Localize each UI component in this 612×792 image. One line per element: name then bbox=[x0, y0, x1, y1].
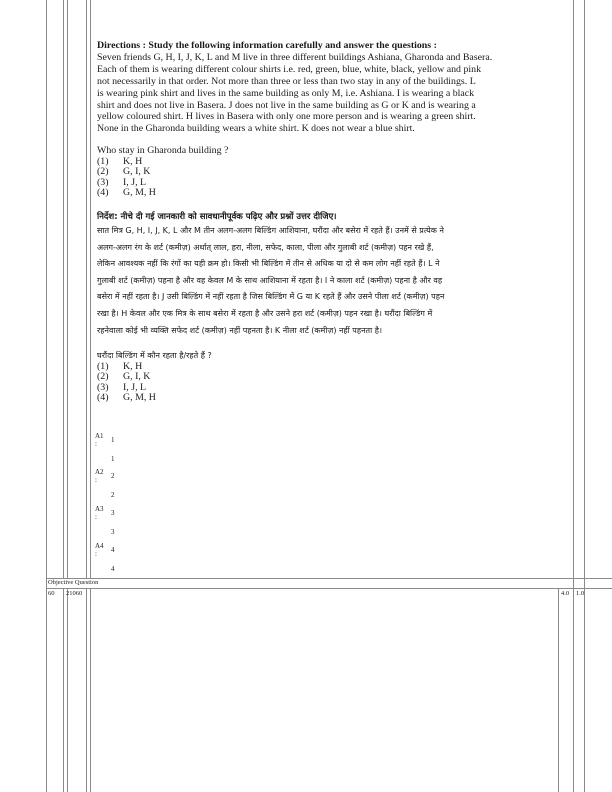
table-border-inner-4 bbox=[90, 0, 91, 578]
table-border-right-1 bbox=[573, 0, 574, 792]
passage-en bbox=[97, 52, 567, 135]
table-border-lower-1 bbox=[63, 588, 64, 792]
table-border-inner-3 bbox=[86, 0, 87, 578]
table-border-lower-5 bbox=[558, 588, 559, 792]
passage-hi-line: अलग-अलग रंग के शर्ट (कमीज़) अर्थात् लाल, हरा, नीला, सफेद, काला, पीला और गुलाबी शर्ट (कमीज़) पहन रखे हैं, bbox=[97, 242, 434, 252]
answer-value-secondary: 3 bbox=[111, 528, 115, 536]
question-type-label: Objective Question bbox=[48, 579, 99, 586]
table-border-left bbox=[46, 0, 47, 792]
answer-label: A1 bbox=[95, 432, 104, 440]
passage-en-line: shirt and does not live in Basera. J does not live in the same building as G or K and is wearing a bbox=[97, 99, 476, 111]
table-border-lower-4 bbox=[90, 588, 91, 792]
row-divider-top bbox=[46, 578, 612, 579]
row-divider-mid bbox=[46, 588, 612, 589]
passage-hi-line: सात मित्र G, H, I, J, K, L और M तीन अलग-अलग बिल्डिंग आशियाना, घरौंदा और बसेरा में रहते हैं। उनमें से प्रत्येक ने bbox=[97, 225, 444, 235]
answer-label: A2 bbox=[95, 468, 104, 476]
option-en: (1) K, H bbox=[97, 156, 143, 168]
passage-hi-line: गुलाबी शर्ट (कमीज़) पहना है और वह केवल M के साथ आशियाना में रहता है। I ने काला शर्ट (कमीज़) पहना है और वह bbox=[97, 275, 443, 285]
question-en: Who stay in Gharonda building ? bbox=[97, 145, 229, 157]
passage-en-line: is wearing pink shirt and lives in the same building as only M, i.e. Ashiana. I is wearing a black bbox=[97, 87, 475, 99]
answer-value-secondary: 1 bbox=[111, 455, 115, 463]
question-hi: घरौंदा बिल्डिंग में कौन रहता है/रहते हैं ? bbox=[97, 351, 212, 361]
option-en: (2) G, I, K bbox=[97, 166, 151, 178]
passage-hi-line: लेकिन आवश्यक नहीं कि रंगों का यही क्रम हो। किसी भी बिल्डिंग में तीन से अधिक या दो से कम लोग नहीं रहते हैं। L ने bbox=[97, 259, 440, 269]
options-en bbox=[97, 157, 567, 198]
table-border-inner-1 bbox=[63, 0, 64, 578]
option-hi: (4) G, M, H bbox=[97, 391, 156, 403]
answer-value: 4 bbox=[111, 546, 115, 554]
table-border-right-2 bbox=[584, 0, 585, 792]
option-hi: (1) K, H bbox=[97, 361, 143, 373]
option-hi: (3) I, J, L bbox=[97, 381, 147, 393]
answer-value: 2 bbox=[111, 472, 115, 480]
option-hi: (2) G, I, K bbox=[97, 371, 151, 383]
answer-value-secondary: 4 bbox=[111, 565, 115, 573]
options-hi bbox=[97, 362, 567, 403]
passage-hi bbox=[97, 223, 567, 339]
table-border-lower-2 bbox=[67, 588, 68, 792]
option-en: (3) I, J, L bbox=[97, 176, 147, 188]
passage-en-line: Each of them is wearing different colour shirts i.e. red, green, blue, white, black, yellow and pink bbox=[97, 63, 482, 75]
marks-value: 4.0 bbox=[561, 590, 570, 597]
passage-hi-line: रखा है। H केवल और एक मित्र के साथ बसेरा में रहता है और उसने हरा शर्ट (कमीज़) पहन रखा है। घरौंदा बिल्डिंग में bbox=[97, 308, 433, 318]
negative-marks-value: 1.0 bbox=[576, 590, 585, 597]
question-id: 21060 bbox=[66, 590, 83, 597]
table-border-lower-3 bbox=[86, 588, 87, 792]
answer-value-secondary: 2 bbox=[111, 491, 115, 499]
answer-label: A4 bbox=[95, 542, 104, 550]
passage-hi-line: बसेरा में नहीं रहता है। J उसी बिल्डिंग में नहीं रहता है जिस बिल्डिंग में G या K रहते हैं और उसने पीला शर्ट (कमीज़) पहन bbox=[97, 292, 445, 302]
passage-en-line: yellow coloured shirt. H lives in Basera with only one more person and is wearing a green shirt. bbox=[97, 111, 476, 123]
directions-en: Directions : Study the following information carefully and answer the questions : bbox=[97, 40, 437, 51]
directions-hi: निर्देश: नीचे दी गई जानकारी को सावधानीपूर्वक पढ़िए और प्रश्नों उत्तर दीजिए। bbox=[97, 211, 337, 222]
passage-hi-line: रहनेवाला कोई भी व्यक्ति सफेद शर्ट (कमीज़) नहीं पहनता है। K नीला शर्ट (कमीज़) नहीं पहनता है। bbox=[97, 325, 382, 335]
answer-label: A3 bbox=[95, 505, 104, 513]
table-border-inner-2 bbox=[67, 0, 68, 578]
answer-value: 3 bbox=[111, 509, 115, 517]
serial-number: 60 bbox=[48, 590, 55, 597]
passage-en-line: not necessarily in that order. Not more than three or less than two stay in any of the buildings. L bbox=[97, 75, 476, 87]
passage-en-line: Seven friends G, H, I, J, K, L and M live in three different buildings Ashiana, Gharonda and Basera. bbox=[97, 51, 493, 63]
passage-en-line: None in the Gharonda building wears a white shirt. K does not wear a blue shirt. bbox=[97, 123, 415, 135]
option-en: (4) G, M, H bbox=[97, 186, 156, 198]
question-block bbox=[97, 40, 567, 403]
answer-value: 1 bbox=[111, 436, 115, 444]
